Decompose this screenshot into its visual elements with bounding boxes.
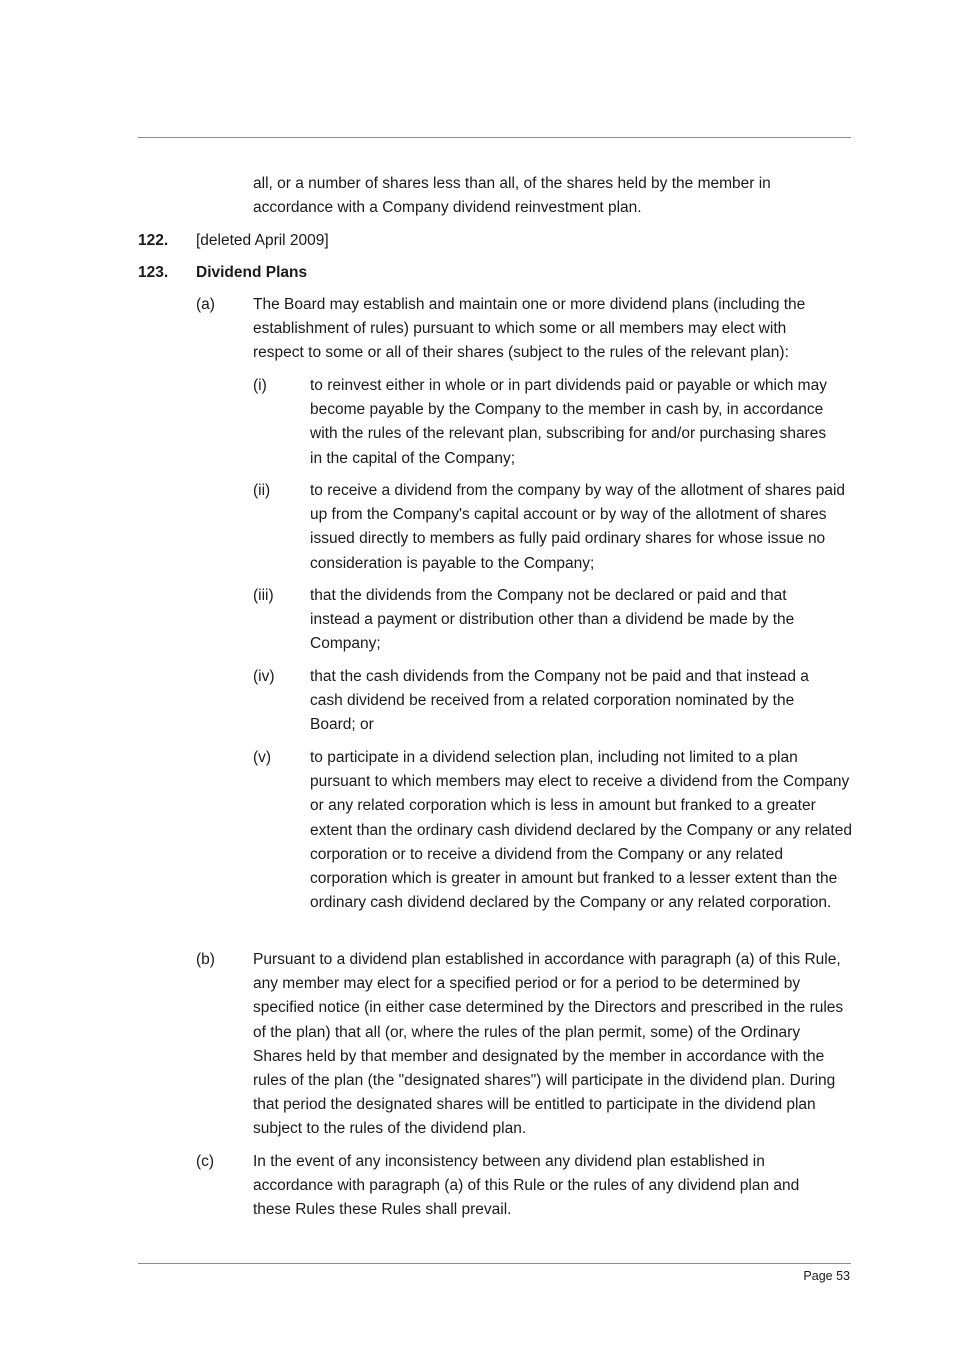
rule-122-text: [deleted April 2009] [196,232,329,249]
para-a-label: (a) [196,296,215,313]
item-v-text: to participate in a dividend selection plan, including not limited to a plan pursuant to which members may elect to receive a dividend from the Company or any related corporation which is less in amount but franked to a greater extent than the ordinary cash dividend declared by the Company or any related corporation or to receive a dividend from the Company or any related corporation which is greater in amount but franked to a lesser extent than the ordinary cash dividend declared by the Company or any related corporation. [310,749,852,912]
para-b-label: (b) [196,951,215,968]
item-ii-text: to receive a dividend from the company by way of the allotment of shares paid up from the Company's capital account or by way of the allotment of shares issued directly to members as fully paid ordinary shares for whose issue no consideration is payable to the Company; [310,482,846,572]
item-ii-label: (ii) [253,482,271,499]
para-a-text: The Board may establish and maintain one or more dividend plans (including the establishment of rules) pursuant to which some or all members may elect with respect to some or all of their shares (subject to the rules of the relevant plan): [253,296,806,362]
item-iv-label: (iv) [253,668,275,685]
item-iii-text: that the dividends from the Company not be declared or paid and that instead a payment or distribution other than a dividend be made by the Company; [310,587,795,653]
item-i-label: (i) [253,377,267,394]
rule-123-number: 123. [138,264,169,281]
page-number: Page 53 [803,1269,850,1283]
footer-rule [138,1263,851,1264]
header-rule [138,137,851,138]
item-iii-label: (iii) [253,587,274,604]
rule-122-number: 122. [138,232,169,249]
rule-123-heading: Dividend Plans [196,264,308,281]
item-i-text: to reinvest either in whole or in part dividends paid or payable or which may become payable by the Company to the member in cash by, in accordance with the rules of the relevant plan, subscribing for and/or purchasing shares in the capital of the Company; [310,377,827,467]
item-v-label: (v) [253,749,272,766]
item-iv-text: that the cash dividends from the Company not be paid and that instead a cash dividend be received from a related corporation nominated by the Board; or [310,668,809,734]
para-c-text: In the event of any inconsistency between any dividend plan established in accordance with paragraph (a) of this Rule or the rules of any dividend plan and these Rules these Rules shall prevail. [253,1153,800,1219]
para-c-label: (c) [196,1153,215,1170]
para-b-text: Pursuant to a dividend plan established in accordance with paragraph (a) of this Rule, any member may elect for a specified period or for a period to be determined by specified notice (in either case determined by the Directors and prescribed in the rules of the plan) that all (or, where the rules of the plan permit, some) of the Ordinary Shares held by that member and designated by the member in accordance with the rules of the plan (the "designated shares") will participate in the dividend plan. During that period the designated shares will be entitled to participate in the dividend plan subject to the rules of the dividend plan. [253,951,844,1138]
continuation-text: all, or a number of shares less than all, of the shares held by the member in accordance with a Company dividend reinvestment plan. [253,175,771,217]
